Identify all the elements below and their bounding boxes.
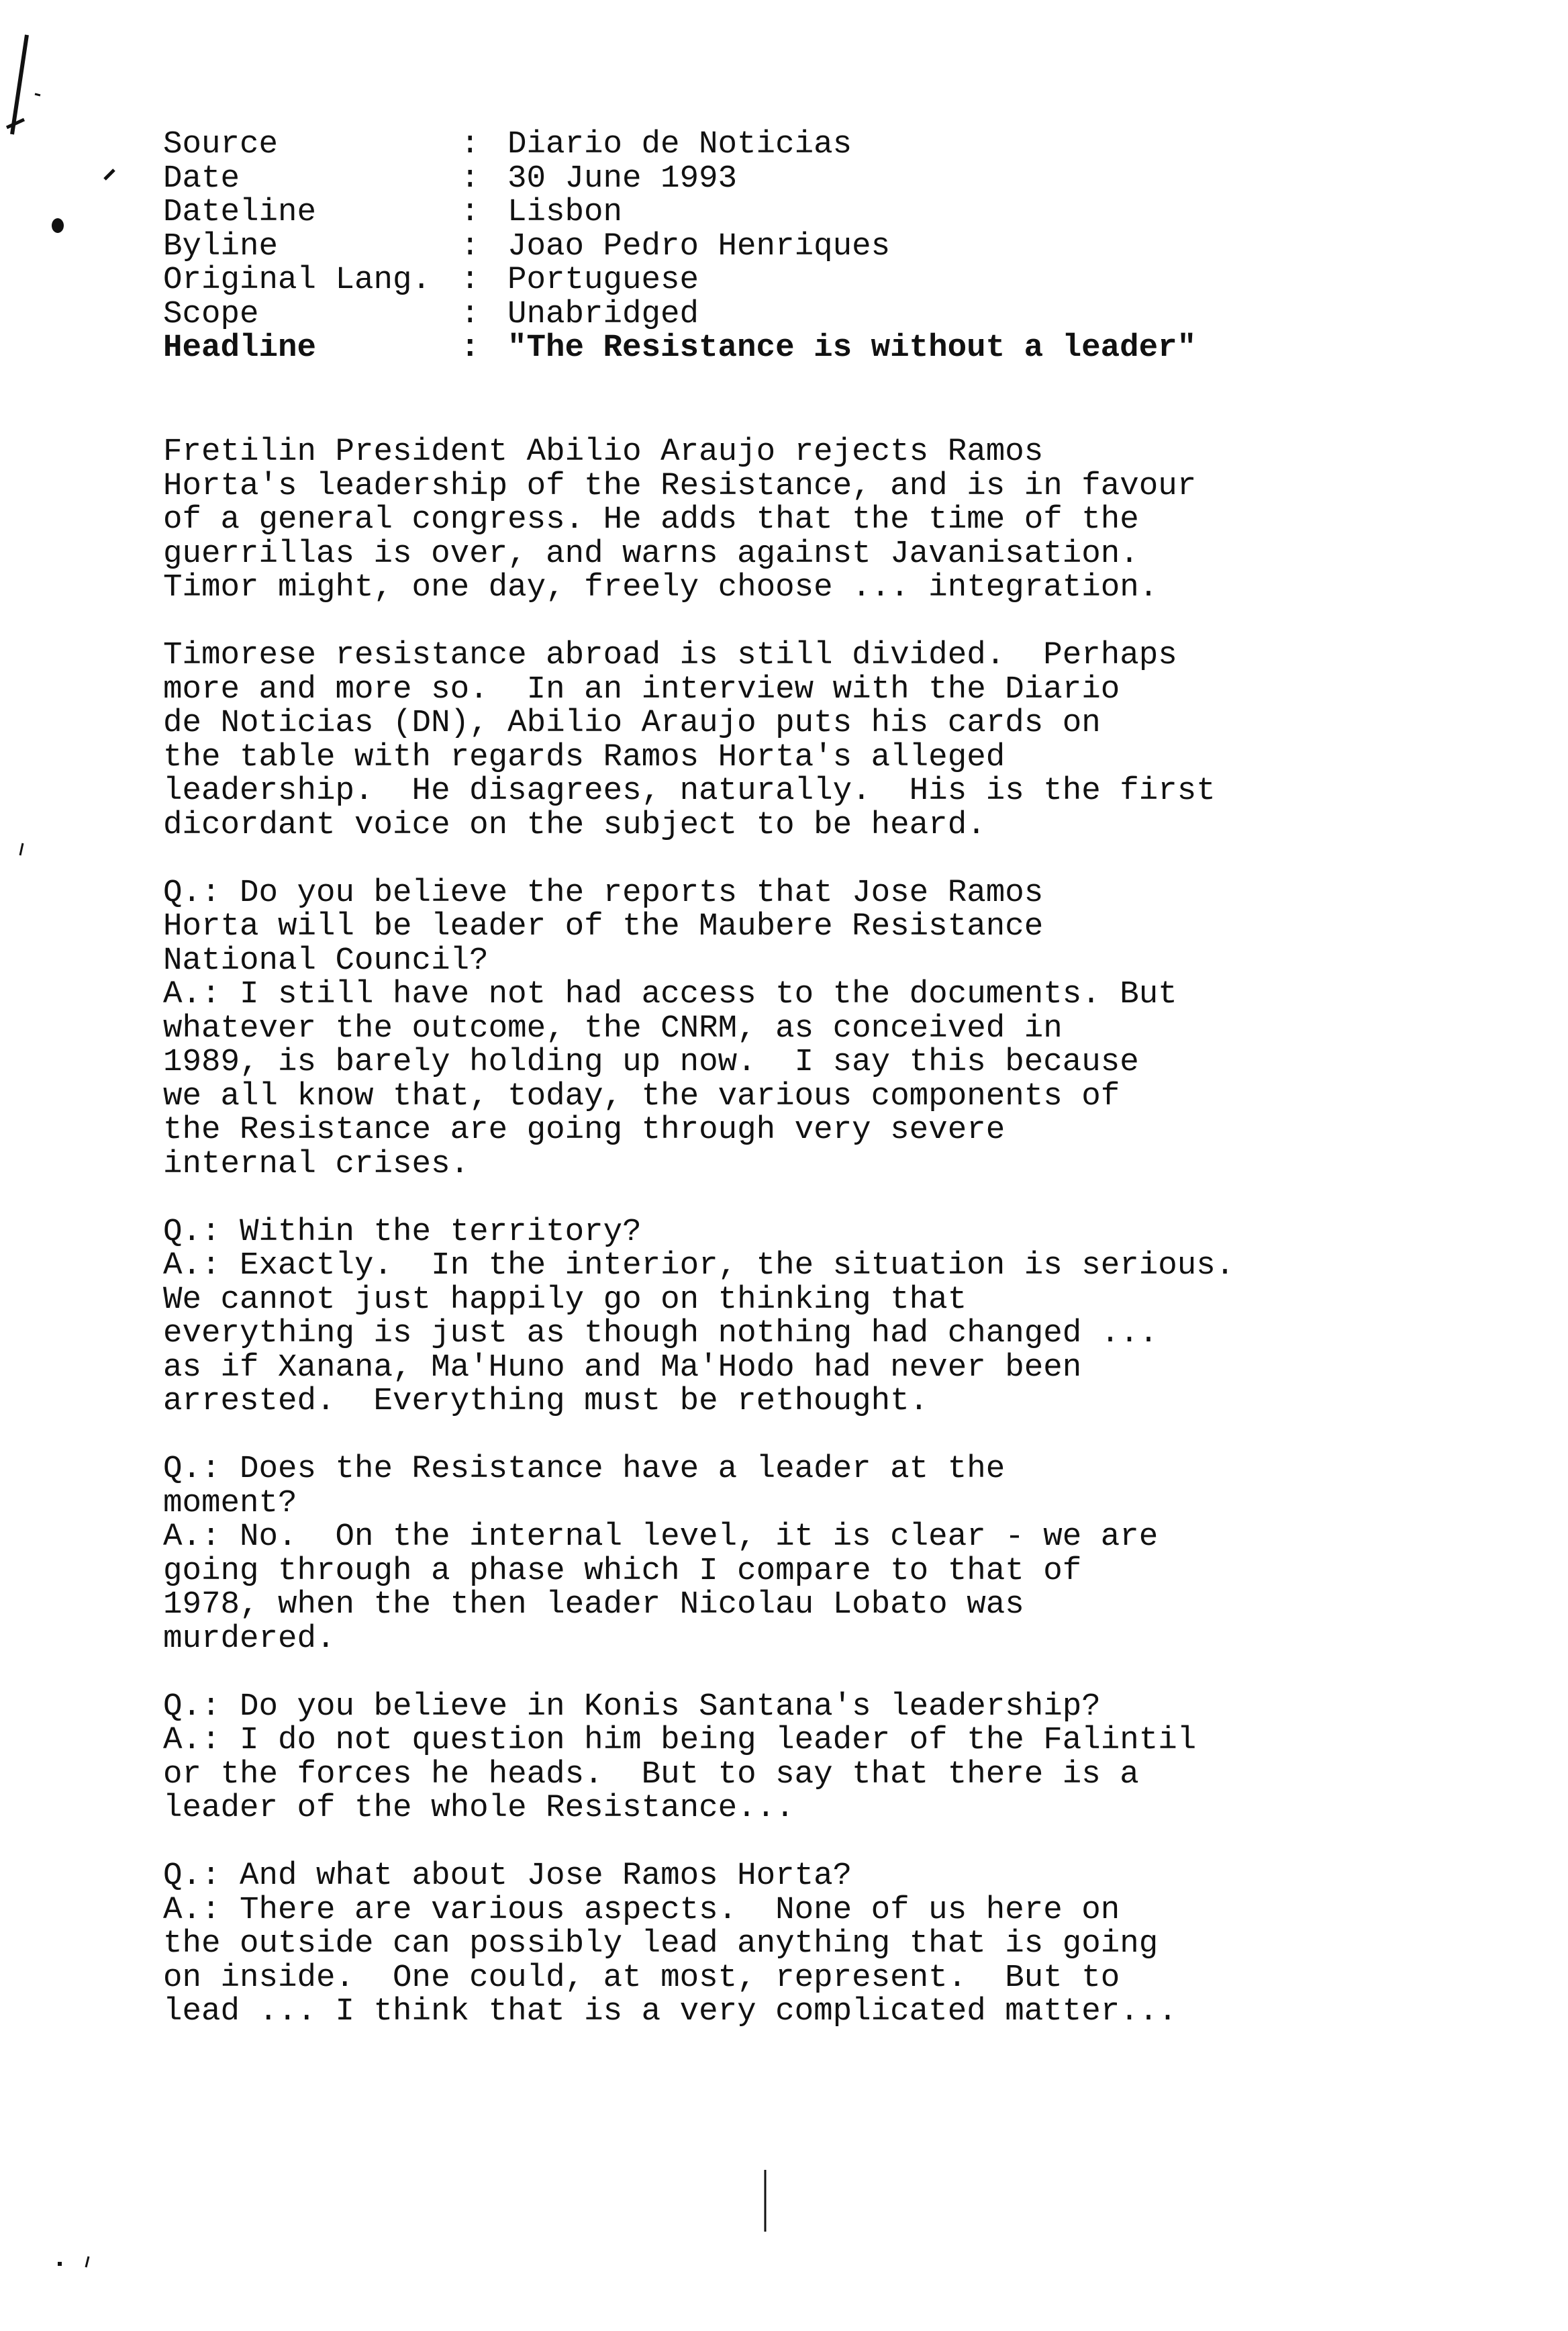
article-metadata bbox=[163, 128, 1196, 365]
text-line: 1978, when the then leader Nicolau Lobato was bbox=[163, 1586, 1024, 1623]
text-line: Horta's leadership of the Resistance, and is in favour bbox=[163, 467, 1197, 504]
metadata-colon: : bbox=[460, 295, 480, 332]
scan-speck bbox=[54, 2252, 101, 2273]
metadata-value: Lisbon bbox=[507, 194, 623, 230]
text-line: A.: Exactly. In the interior, the situation is serious. bbox=[163, 1247, 1235, 1284]
metadata-colon: : bbox=[460, 194, 480, 230]
text-line: the Resistance are going through very severe bbox=[163, 1112, 1006, 1148]
text-line: as if Xanana, Ma'Huno and Ma'Hodo had never been bbox=[163, 1349, 1082, 1386]
text-line: Q.: Do you believe the reports that Jose Ramos bbox=[163, 874, 1044, 911]
metadata-label: Headline bbox=[163, 330, 317, 366]
metadata-label: Date bbox=[163, 160, 240, 197]
text-line: internal crises. bbox=[163, 1145, 470, 1182]
paragraph bbox=[163, 1690, 1546, 1825]
metadata-value: Diario de Noticias bbox=[507, 126, 852, 162]
text-line: Q.: And what about Jose Ramos Horta? bbox=[163, 1858, 852, 1894]
text-line: or the forces he heads. But to say that there is a bbox=[163, 1756, 1139, 1793]
text-line: leadership. He disagrees, naturally. His is the first bbox=[163, 773, 1216, 809]
text-line: of a general congress. He adds that the time of the bbox=[163, 502, 1139, 538]
scan-speck bbox=[15, 841, 28, 861]
paragraph bbox=[163, 876, 1546, 1182]
text-line: A.: I still have not had access to the documents. But bbox=[163, 976, 1177, 1012]
text-line: Timorese resistance abroad is still divided. Perhaps bbox=[163, 637, 1177, 673]
text-line: 1989, is barely holding up now. I say this because bbox=[163, 1044, 1139, 1080]
text-line: arrested. Everything must be rethought. bbox=[163, 1383, 929, 1419]
text-line: the outside can possibly lead anything that is going bbox=[163, 1925, 1159, 1962]
text-line: Fretilin President Abilio Araujo rejects Ramos bbox=[163, 434, 1044, 470]
article-body bbox=[163, 435, 1546, 2062]
metadata-row bbox=[163, 331, 1196, 365]
text-line: on inside. One could, at most, represent. But to bbox=[163, 1959, 1120, 1996]
metadata-value: Unabridged bbox=[507, 295, 699, 332]
metadata-value: Joao Pedro Henriques bbox=[507, 228, 891, 265]
text-line: Q.: Do you believe in Konis Santana's leadership? bbox=[163, 1688, 1101, 1725]
handwritten-tick-mark bbox=[0, 27, 54, 148]
metadata-row bbox=[163, 162, 1196, 196]
text-line: National Council? bbox=[163, 942, 489, 979]
metadata-row bbox=[163, 263, 1196, 297]
text-line: Q.: Does the Resistance have a leader at the bbox=[163, 1451, 1006, 1487]
metadata-label: Original Lang. bbox=[163, 262, 432, 298]
text-line: A.: No. On the internal level, it is clear - we are bbox=[163, 1519, 1159, 1555]
scan-speck bbox=[48, 216, 68, 236]
metadata-label: Dateline bbox=[163, 194, 317, 230]
text-line: whatever the outcome, the CNRM, as conceived in bbox=[163, 1010, 1063, 1047]
metadata-colon: : bbox=[460, 126, 480, 162]
metadata-colon: : bbox=[460, 330, 480, 366]
paragraph bbox=[163, 638, 1546, 842]
text-line: guerrillas is over, and warns against Javanisation. bbox=[163, 535, 1139, 572]
text-line: Horta will be leader of the Maubere Resistance bbox=[163, 908, 1044, 945]
paragraph bbox=[163, 1215, 1546, 1419]
text-line: the table with regards Ramos Horta's alleged bbox=[163, 739, 1006, 775]
text-line: A.: There are various aspects. None of us here on bbox=[163, 1891, 1120, 1928]
metadata-row bbox=[163, 230, 1196, 264]
scan-speck bbox=[758, 2167, 772, 2234]
metadata-label: Source bbox=[163, 126, 279, 162]
metadata-row bbox=[163, 297, 1196, 332]
text-line: more and more so. In an interview with the Diario bbox=[163, 671, 1120, 708]
metadata-colon: : bbox=[460, 262, 480, 298]
text-line: going through a phase which I compare to that of bbox=[163, 1552, 1082, 1589]
metadata-label: Scope bbox=[163, 295, 259, 332]
text-line: de Noticias (DN), Abilio Araujo puts his cards on bbox=[163, 705, 1101, 741]
metadata-value: Portuguese bbox=[507, 262, 699, 298]
paragraph bbox=[163, 1452, 1546, 1656]
paragraph bbox=[163, 1859, 1546, 2029]
paragraph bbox=[163, 435, 1546, 605]
metadata-row bbox=[163, 128, 1196, 162]
metadata-row bbox=[163, 195, 1196, 230]
text-line: leader of the whole Resistance... bbox=[163, 1790, 795, 1826]
metadata-colon: : bbox=[460, 160, 480, 197]
text-line: everything is just as though nothing had changed ... bbox=[163, 1315, 1159, 1351]
headline-text: "The Resistance is without a leader" bbox=[507, 330, 1197, 366]
text-line: Q.: Within the territory? bbox=[163, 1213, 642, 1250]
text-line: lead ... I think that is a very complicated matter... bbox=[163, 1993, 1177, 2030]
text-line: moment? bbox=[163, 1484, 297, 1521]
text-line: we all know that, today, the various components of bbox=[163, 1078, 1120, 1114]
text-line: Timor might, one day, freely choose ... integration. bbox=[163, 569, 1159, 606]
text-line: murdered. bbox=[163, 1620, 336, 1657]
text-line: dicordant voice on the subject to be heard. bbox=[163, 806, 986, 843]
metadata-value: 30 June 1993 bbox=[507, 160, 738, 197]
metadata-label: Byline bbox=[163, 228, 279, 265]
metadata-colon: : bbox=[460, 228, 480, 265]
scan-speck bbox=[101, 164, 121, 185]
text-line: We cannot just happily go on thinking that bbox=[163, 1281, 967, 1318]
text-line: A.: I do not question him being leader of the Falintil bbox=[163, 1722, 1197, 1758]
